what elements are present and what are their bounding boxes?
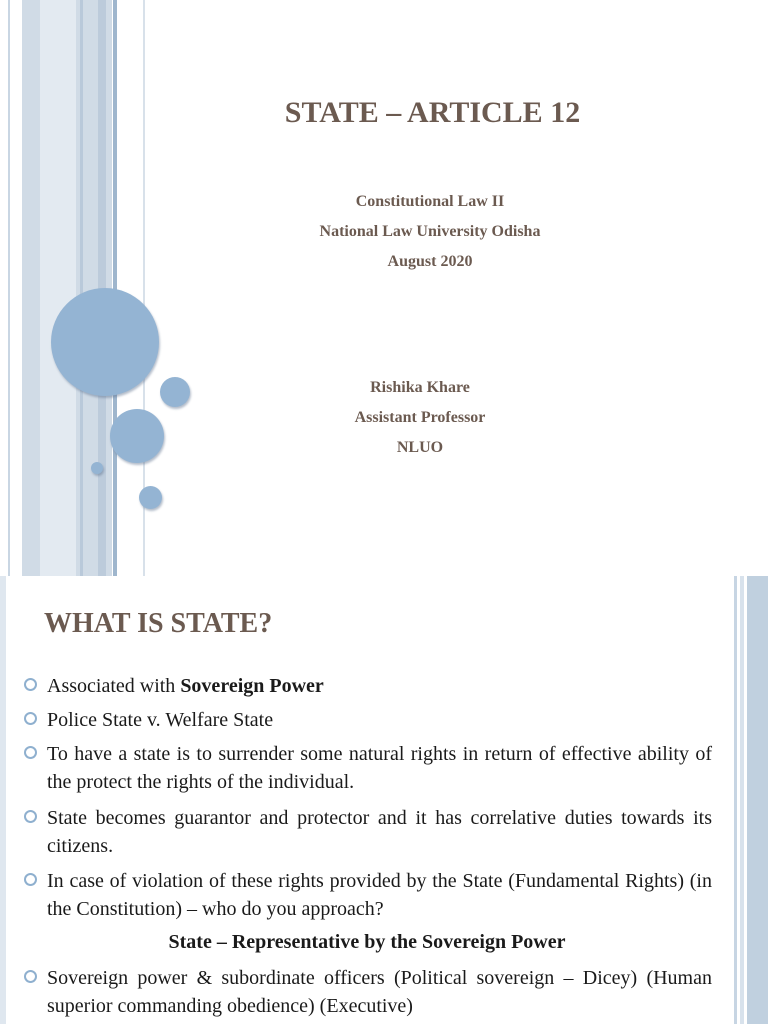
author-name: Rishika Khare	[370, 379, 470, 396]
list-item: Associated with Sovereign Power	[24, 672, 712, 700]
decor-stripe	[740, 576, 744, 1024]
circle-bullet-icon	[24, 746, 37, 759]
list-item: To have a state is to surrender some natural rights in return of effective ability of the protect the rights of the individual.	[24, 740, 712, 796]
decor-circle	[91, 462, 103, 474]
slide-heading: WHAT IS STATE?	[44, 608, 273, 639]
author-institution: NLUO	[396, 439, 444, 456]
slide-title: STATE – ARTICLE 12	[284, 96, 581, 129]
presentation-date: August 2020	[387, 253, 473, 270]
list-item: Police State v. Welfare State	[24, 706, 712, 734]
circle-bullet-icon	[24, 678, 37, 691]
list-item: In case of violation of these rights provided by the State (Fundamental Rights) (in the Constitution) – who do you approach?	[24, 867, 712, 923]
author-role: Assistant Professor	[354, 409, 486, 426]
bold-term: Sovereign Power	[180, 675, 324, 697]
content-slide	[0, 576, 768, 1024]
decor-stripe	[734, 576, 737, 1024]
decor-stripe	[40, 0, 76, 576]
decor-stripe	[0, 576, 6, 1024]
circle-bullet-icon	[24, 810, 37, 823]
course-name: Constitutional Law II	[355, 193, 505, 210]
decor-stripe	[747, 576, 768, 1024]
university-name: National Law University Odisha	[319, 223, 541, 240]
decor-circle	[51, 288, 159, 396]
decor-circle	[139, 486, 162, 509]
list-item: State becomes guarantor and protector and it has correlative duties towards its citizens.	[24, 804, 712, 860]
decor-stripe	[8, 0, 10, 576]
circle-bullet-icon	[24, 970, 37, 983]
circle-bullet-icon	[24, 873, 37, 886]
list-item: Sovereign power & subordinate officers (Political sovereign – Dicey) (Human superior commanding obedience) (Executive)	[24, 964, 712, 1020]
decor-stripe	[80, 0, 83, 576]
subheading: State – Representative by the Sovereign Power	[168, 931, 566, 953]
circle-bullet-icon	[24, 712, 37, 725]
decor-circle	[160, 377, 190, 407]
decor-circle	[110, 409, 164, 463]
